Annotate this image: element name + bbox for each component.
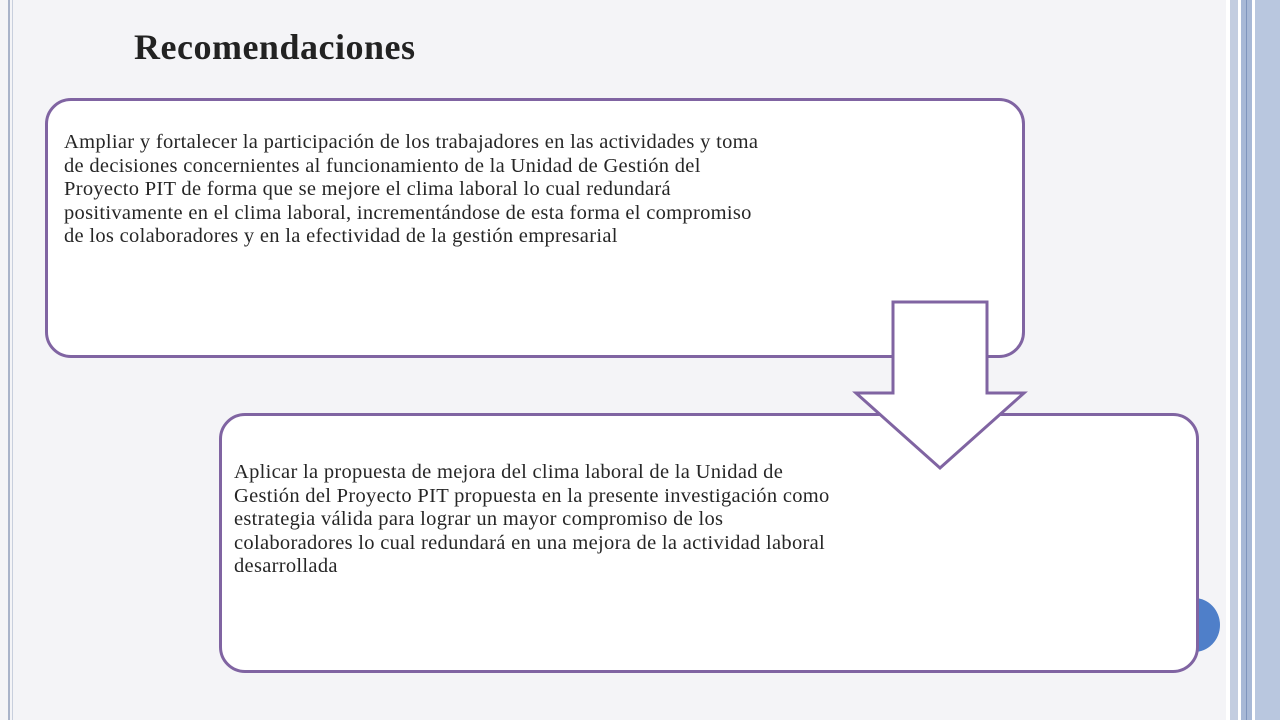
left-frame-inner-line xyxy=(12,0,13,720)
process-step-1-text: Ampliar y fortalecer la participación de los trabajadores en las actividades y toma de decisiones concernientes al funcionamiento de la Unidad de Gestión del Proyecto PIT de forma que se mejore el clima laboral lo cual redundará positivamente en el clima laboral, incrementándose de esta forma el compromiso de los colaboradores y en la efectividad de la gestión empresarial xyxy=(64,131,759,248)
right-stripe xyxy=(1255,0,1280,720)
right-stripe-line xyxy=(1246,0,1247,720)
process-step-2 xyxy=(219,413,1199,673)
slide-title: Recomendaciones xyxy=(134,27,416,67)
process-step-1 xyxy=(45,98,1025,358)
process-step-2-text: Aplicar la propuesta de mejora del clima laboral de la Unidad de Gestión del Proyecto PIT propuesta en la presente investigación como estrategia válida para lograr un mayor compromiso de los colaboradores lo cual redundará en una mejora de la actividad laboral desarrollada xyxy=(234,461,830,578)
right-stripe xyxy=(1230,0,1238,720)
left-frame-line xyxy=(8,0,10,720)
